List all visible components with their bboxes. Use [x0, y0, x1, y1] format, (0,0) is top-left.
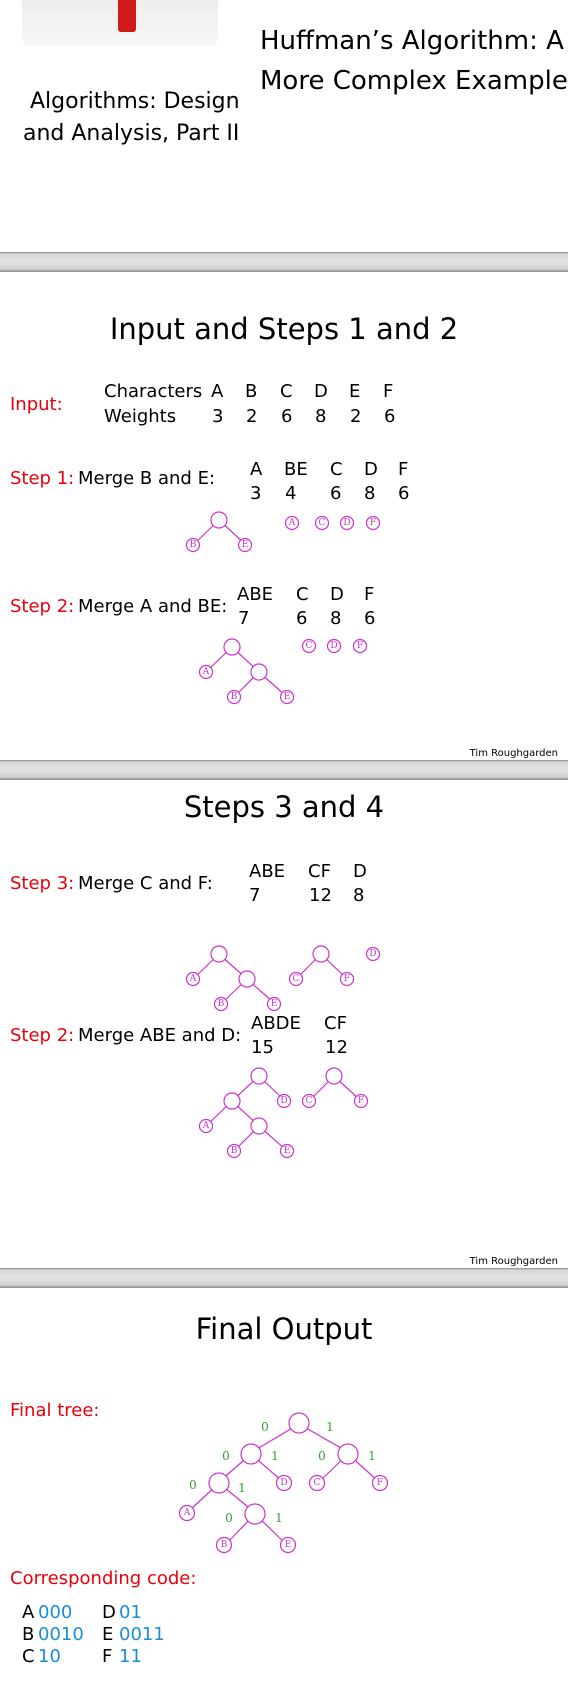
svg-text:E: E	[241, 540, 249, 550]
weight-D: 8	[315, 406, 327, 427]
step3-text: Merge C and F:	[78, 873, 213, 894]
slide-divider	[0, 252, 568, 272]
svg-text:1: 1	[275, 1511, 283, 1525]
slide-steps-3-4	[0, 780, 568, 1268]
svg-text:B: B	[230, 1146, 238, 1156]
slide-heading: Final Output	[195, 1312, 373, 1346]
step2-char-C: C	[296, 584, 309, 605]
svg-text:B: B	[230, 692, 238, 702]
step1-char-F: F	[398, 459, 409, 480]
svg-text:1: 1	[271, 1449, 279, 1463]
code-value-B: 0010	[38, 1624, 84, 1645]
step3-char-D: D	[353, 861, 367, 882]
step2-weight-C: 6	[296, 608, 308, 629]
svg-text:0: 0	[318, 1449, 326, 1463]
slide-divider	[0, 1268, 568, 1288]
step4-label: Step 2:	[10, 1025, 75, 1046]
svg-text:D: D	[330, 641, 338, 651]
step2-char-F: F	[364, 584, 375, 605]
code-value-F: 11	[119, 1646, 142, 1667]
code-letter-B: B	[22, 1624, 35, 1645]
svg-text:B: B	[217, 999, 225, 1009]
weight-E: 2	[350, 406, 362, 427]
svg-text:F: F	[369, 518, 377, 528]
code-value-C: 10	[38, 1646, 61, 1667]
svg-text:A: A	[288, 518, 296, 528]
svg-text:F: F	[356, 641, 364, 651]
code-letter-A: A	[22, 1602, 35, 1623]
step4-weight-CF: 12	[325, 1037, 348, 1058]
code-value-D: 01	[119, 1602, 142, 1623]
step2-weight-ABE: 7	[238, 608, 250, 629]
char-A: A	[211, 381, 224, 402]
weight-B: 2	[246, 406, 258, 427]
weight-C: 6	[281, 406, 293, 427]
svg-text:E: E	[270, 999, 278, 1009]
svg-text:E: E	[283, 1146, 291, 1156]
step2-char-D: D	[330, 584, 344, 605]
step2-label: Step 2:	[10, 596, 75, 617]
step3-weight-D: 8	[353, 885, 365, 906]
svg-text:C: C	[318, 518, 326, 528]
step2-weight-D: 8	[330, 608, 342, 629]
weights-label: Weights	[104, 406, 177, 427]
svg-text:0: 0	[261, 1420, 269, 1434]
char-B: B	[245, 381, 258, 402]
code-label: Corresponding code:	[10, 1568, 197, 1589]
char-D: D	[314, 381, 328, 402]
step2-char-ABE: ABE	[237, 584, 274, 605]
svg-text:D: D	[280, 1478, 288, 1488]
svg-text:D: D	[369, 949, 377, 959]
svg-text:D: D	[343, 518, 351, 528]
code-letter-E: E	[102, 1624, 114, 1645]
title-image	[22, 0, 218, 46]
step4-trees	[0, 780, 568, 1268]
slide-title-line-2: More Complex Example	[260, 66, 568, 96]
step4-text: Merge ABE and D:	[78, 1025, 242, 1046]
weight-F: 6	[384, 406, 396, 427]
step1-char-D: D	[364, 459, 378, 480]
step4-char-CF: CF	[324, 1013, 347, 1034]
course-line-2: and Analysis, Part II	[23, 121, 240, 146]
step1-label: Step 1:	[10, 468, 75, 489]
svg-text:1: 1	[238, 1481, 246, 1495]
svg-text:F: F	[376, 1478, 384, 1488]
weight-A: 3	[212, 406, 224, 427]
svg-text:0: 0	[225, 1511, 233, 1525]
svg-text:E: E	[283, 692, 291, 702]
final-tree	[0, 1288, 568, 1688]
course-line-1: Algorithms: Design	[30, 89, 240, 114]
step3-weight-CF: 12	[309, 885, 332, 906]
step2-weight-F: 6	[364, 608, 376, 629]
svg-text:0: 0	[222, 1449, 230, 1463]
svg-text:A: A	[183, 1508, 191, 1518]
step1-weight-D: 8	[364, 483, 376, 504]
slide-heading: Input and Steps 1 and 2	[109, 312, 459, 346]
step4-weight-ABDE: 15	[251, 1037, 274, 1058]
step2-text: Merge A and BE:	[78, 596, 228, 617]
slide-footer: Tim Roughgarden	[469, 748, 558, 759]
svg-text:C: C	[292, 974, 300, 984]
red-figure	[118, 0, 136, 32]
slide-final-output	[0, 1288, 568, 1688]
svg-text:F: F	[357, 1096, 365, 1106]
slide-divider	[0, 760, 568, 780]
input-label: Input:	[10, 394, 63, 415]
step1-weight-A: 3	[250, 483, 262, 504]
code-letter-D: D	[102, 1602, 116, 1623]
step3-char-CF: CF	[308, 861, 331, 882]
code-value-A: 000	[38, 1602, 73, 1623]
step1-weight-F: 6	[398, 483, 410, 504]
code-value-E: 0011	[119, 1624, 165, 1645]
svg-text:C: C	[313, 1478, 321, 1488]
step3-label: Step 3:	[10, 873, 75, 894]
step1-weight-C: 6	[330, 483, 342, 504]
svg-text:E: E	[284, 1540, 292, 1550]
slide-input-steps	[0, 272, 568, 760]
svg-text:0: 0	[189, 1478, 197, 1492]
step1-char-C: C	[330, 459, 343, 480]
step4-char-ABDE: ABDE	[251, 1013, 301, 1034]
svg-text:A: A	[202, 667, 210, 677]
svg-text:A: A	[202, 1121, 210, 1131]
svg-text:D: D	[280, 1096, 288, 1106]
svg-text:1: 1	[326, 1420, 334, 1434]
final-tree-label: Final tree:	[10, 1400, 100, 1421]
step3-char-ABE: ABE	[249, 861, 286, 882]
code-letter-F: F	[102, 1646, 113, 1667]
slide-heading: Steps 3 and 4	[183, 790, 385, 824]
char-E: E	[349, 381, 361, 402]
slide-footer: Tim Roughgarden	[469, 1256, 558, 1267]
step1-char-A: A	[250, 459, 263, 480]
char-C: C	[280, 381, 293, 402]
svg-text:A: A	[189, 974, 197, 984]
step1-char-BE: BE	[284, 459, 308, 480]
char-F: F	[383, 381, 394, 402]
step1-weight-BE: 4	[285, 483, 297, 504]
svg-text:F: F	[343, 974, 351, 984]
step3-weight-ABE: 7	[249, 885, 261, 906]
svg-text:B: B	[189, 540, 197, 550]
svg-text:C: C	[305, 1096, 313, 1106]
slide-title	[0, 0, 568, 252]
svg-text:C: C	[305, 641, 313, 651]
characters-label: Characters	[104, 381, 203, 402]
slide-title-line-1: Huffman’s Algorithm: A	[260, 26, 564, 56]
svg-text:B: B	[220, 1540, 228, 1550]
step2-tree	[0, 272, 568, 760]
code-letter-C: C	[22, 1646, 35, 1667]
svg-text:1: 1	[368, 1449, 376, 1463]
step1-text: Merge B and E:	[78, 468, 216, 489]
